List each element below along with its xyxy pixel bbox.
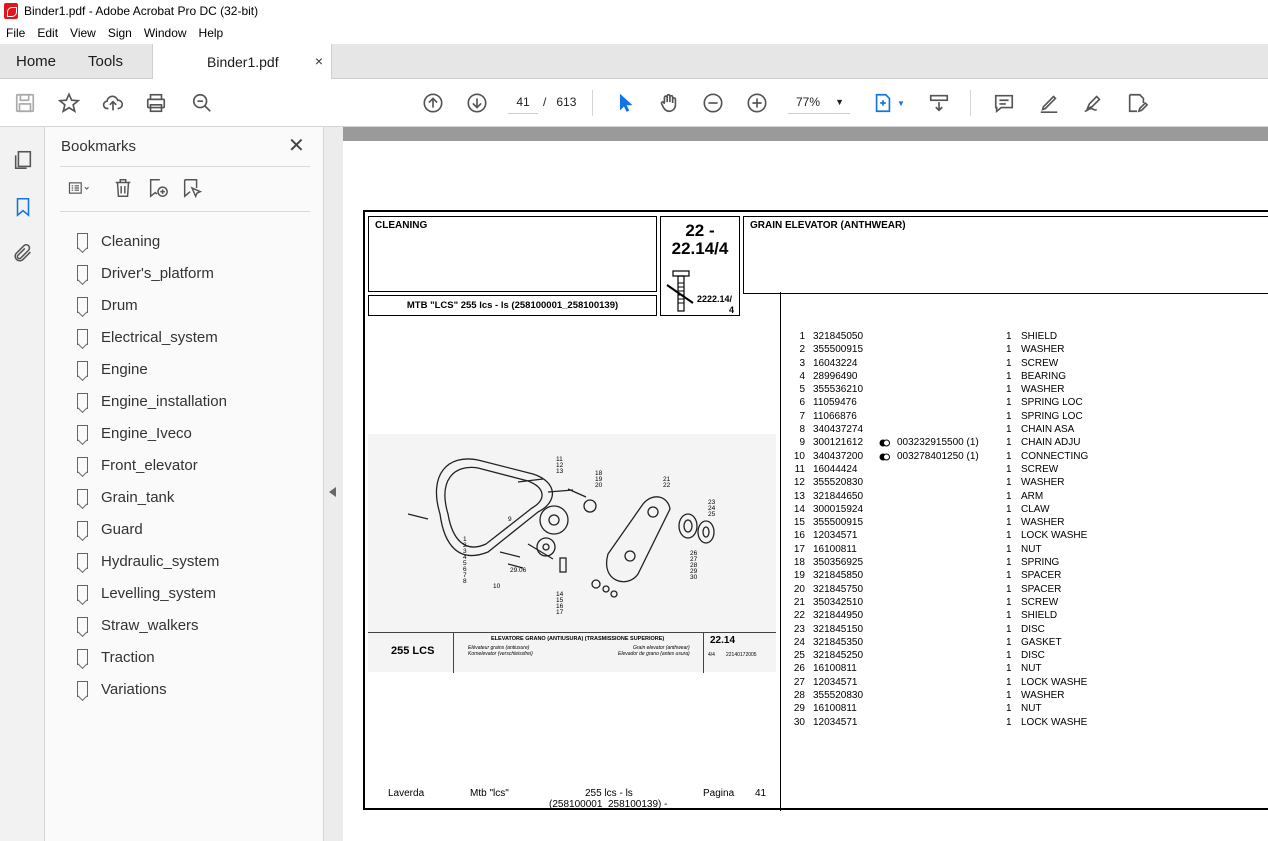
part-description: WASHER	[1021, 344, 1065, 356]
part-description: SHIELD	[1021, 610, 1058, 622]
callout: 27	[690, 556, 698, 563]
part-number: 12	[793, 477, 805, 489]
part-number: 20	[793, 583, 805, 595]
bookmark-label: Variations	[101, 680, 167, 698]
callout: 6	[463, 566, 467, 573]
callout: 4	[463, 554, 467, 561]
part-number: 29	[793, 703, 805, 715]
scroll-mode-icon[interactable]	[926, 90, 952, 116]
part-description: SCREW	[1021, 596, 1059, 608]
part-number: 21	[793, 596, 805, 608]
part-quantity: 1	[1006, 570, 1012, 582]
part-quantity: 1	[1006, 450, 1012, 462]
bookmark-label: Drum	[101, 296, 138, 314]
bookmark-icon	[77, 425, 88, 441]
select-cursor-icon[interactable]	[612, 90, 638, 116]
part-code: 355520830	[813, 477, 864, 489]
bookmark-item[interactable]	[77, 513, 227, 545]
bookmarks-panel-icon[interactable]	[10, 194, 36, 220]
part-code: 340437274	[813, 424, 864, 436]
drawing-caption-it: ELEVATORE GRANO (ANTIUSURA) (TRASMISSIONE SUPERIORE)	[491, 636, 665, 642]
page-gap	[343, 127, 1268, 141]
bookmark-icon	[77, 265, 88, 281]
bookmark-item[interactable]	[77, 609, 227, 641]
tab-tools[interactable]: Tools	[88, 53, 124, 70]
footer-model: 255 lcs - ls	[585, 788, 633, 799]
part-number: 30	[793, 716, 805, 728]
part-number: 15	[793, 517, 805, 529]
callout: 16	[556, 603, 564, 610]
drawing-number: 22140172005	[726, 652, 757, 658]
part-code: 355500915	[813, 344, 864, 356]
bookmarks-panel	[45, 127, 324, 841]
part-number: 6	[799, 397, 805, 409]
part-description: DISC	[1021, 623, 1045, 635]
part-quantity: 1	[1006, 650, 1012, 662]
part-code: 16044424	[813, 463, 858, 475]
edit-pdf-icon[interactable]	[1124, 90, 1150, 116]
bookmark-item[interactable]	[77, 321, 227, 353]
new-bookmark-icon[interactable]	[145, 175, 171, 201]
part-number: 5	[799, 384, 805, 396]
footer-pagina: Pagina	[703, 788, 735, 799]
part-number: 9	[799, 437, 805, 449]
part-number: 23	[793, 623, 805, 635]
tab-document[interactable]	[152, 44, 332, 80]
model-title: MTB "LCS" 255 lcs - ls (258100001_258100139)	[406, 300, 619, 311]
bookmark-item[interactable]	[77, 545, 227, 577]
callout: 7	[463, 572, 467, 579]
callout: 29	[690, 568, 698, 575]
part-number: 16	[793, 530, 805, 542]
bookmark-label: Engine_Iveco	[101, 424, 192, 442]
part-number: 19	[793, 570, 805, 582]
part-code: 355536210	[813, 384, 864, 396]
bookmark-label: Engine	[101, 360, 148, 378]
part-quantity: 1	[1006, 623, 1012, 635]
part-number: 25	[793, 650, 805, 662]
bookmark-item[interactable]	[77, 353, 227, 385]
zoom-out-icon[interactable]	[700, 90, 726, 116]
bookmark-item[interactable]	[77, 289, 227, 321]
part-quantity: 1	[1006, 410, 1012, 422]
page-total-count: 613	[556, 95, 577, 109]
part-number: 28	[793, 690, 805, 702]
part-quantity: 1	[1006, 424, 1012, 436]
part-description: DISC	[1021, 650, 1045, 662]
part-code: 12034571	[813, 530, 858, 542]
part-code: 355520830	[813, 690, 864, 702]
menu-view[interactable]: View	[70, 26, 96, 40]
part-code: 16100811	[813, 703, 857, 715]
bookmark-label: Traction	[101, 648, 155, 666]
callout: 18	[595, 470, 603, 477]
part-code: 11059476	[813, 397, 857, 409]
part-number: 8	[799, 424, 805, 436]
bookmark-label: Levelling_system	[101, 584, 217, 602]
part-quantity: 1	[1006, 663, 1012, 675]
bookmark-list	[77, 225, 227, 705]
window-title: Binder1.pdf - Adobe Acrobat Pro DC (32-bit)	[24, 4, 259, 18]
bookmarks-title: Bookmarks	[61, 138, 137, 155]
part-description: NUT	[1021, 543, 1042, 555]
bookmark-icon	[77, 457, 88, 473]
callout: 5	[463, 560, 467, 567]
part-code: 11066876	[813, 410, 857, 422]
page-separator: /	[543, 95, 547, 109]
part-code: 350342510	[813, 596, 864, 608]
acrobat-icon	[4, 3, 18, 19]
panel-collapse-handle[interactable]	[324, 127, 343, 841]
part-description: WASHER	[1021, 517, 1065, 529]
part-code: 355500915	[813, 517, 864, 529]
part-code: 16100811	[813, 543, 857, 555]
drawing-caption-de: Kornelevator (verschleissfrei)	[468, 651, 533, 657]
part-number: 24	[793, 636, 805, 648]
part-alt-code: 003232915500 (1)	[897, 437, 979, 449]
callout: 2	[463, 542, 467, 549]
bookmark-icon	[77, 649, 88, 665]
part-code: 300015924	[813, 503, 864, 515]
delete-bookmark-icon[interactable]	[110, 175, 136, 201]
part-number: 4	[799, 370, 805, 382]
part-code: 321844650	[813, 490, 864, 502]
part-alt-code: 003278401250 (1)	[897, 450, 979, 462]
part-number: 10	[793, 450, 805, 462]
code-line2: 22.14/4	[671, 239, 729, 258]
part-description: LOCK WASHE	[1021, 716, 1088, 728]
callout: 30	[690, 574, 698, 581]
bookmark-item[interactable]	[77, 673, 227, 705]
bookmark-label: Driver's_platform	[101, 264, 214, 282]
callout: 21	[663, 476, 671, 483]
part-code: 16043224	[813, 357, 858, 369]
bookmark-item[interactable]	[77, 257, 227, 289]
close-panel-icon[interactable]: ✕	[288, 135, 305, 157]
part-quantity: 1	[1006, 397, 1012, 409]
drawing-table-no: 22.14	[710, 635, 736, 646]
part-quantity: 1	[1006, 344, 1012, 356]
part-code: 28996490	[813, 370, 858, 382]
part-thumbnail-icon	[665, 269, 701, 313]
close-tab-icon[interactable]: ×	[314, 53, 323, 69]
bookmark-icon	[77, 361, 88, 377]
drawing-caption-fr: Elévateur grains (antiusure)	[468, 645, 530, 651]
comment-icon[interactable]	[991, 90, 1017, 116]
find-bookmark-icon[interactable]	[179, 175, 205, 201]
part-number: 22	[793, 610, 805, 622]
part-description: CLAW	[1021, 503, 1050, 515]
bookmark-icon	[77, 233, 88, 249]
part-description: ARM	[1021, 490, 1044, 502]
callout: 14	[556, 591, 564, 598]
callout: 10	[493, 583, 501, 590]
part-description: LOCK WASHE	[1021, 530, 1088, 542]
zoom-search-icon[interactable]	[189, 90, 215, 116]
part-description: CONNECTING	[1021, 450, 1089, 462]
title-bar	[0, 0, 1268, 22]
part-description: SCREW	[1021, 463, 1059, 475]
tab-document-label: Binder1.pdf	[207, 54, 279, 70]
tab-bar	[0, 44, 1268, 79]
bookmark-item[interactable]	[77, 481, 227, 513]
part-quantity: 1	[1006, 517, 1012, 529]
part-code: 321845150	[813, 623, 864, 635]
part-code: 16100811	[813, 663, 857, 675]
part-description: SPACER	[1021, 583, 1062, 595]
part-quantity: 1	[1006, 530, 1012, 542]
part-description: WASHER	[1021, 384, 1065, 396]
page-thumbnails-icon[interactable]	[10, 147, 36, 173]
part-quantity: 1	[1006, 490, 1012, 502]
attachments-icon[interactable]	[10, 240, 36, 266]
bookmark-icon	[77, 617, 88, 633]
bookmark-label: Grain_tank	[101, 488, 175, 506]
part-number: 27	[793, 676, 805, 688]
part-description: SPRING LOC	[1021, 397, 1083, 409]
bookmark-item[interactable]	[77, 417, 227, 449]
menu-help[interactable]: Help	[198, 26, 224, 40]
bookmark-icon	[77, 585, 88, 601]
part-quantity: 1	[1006, 557, 1012, 569]
part-quantity: 1	[1006, 596, 1012, 608]
bookmark-icon	[77, 297, 88, 313]
exploded-drawing	[368, 434, 776, 672]
part-quantity: 1	[1006, 703, 1012, 715]
zoom-level-select[interactable]	[788, 90, 850, 114]
part-description: LOCK WASHE	[1021, 676, 1088, 688]
callout: 13	[556, 468, 564, 475]
previous-page-icon[interactable]	[420, 90, 446, 116]
drawing-illustration	[368, 434, 776, 629]
bookmark-label: Straw_walkers	[101, 616, 199, 634]
part-number: 11	[794, 463, 805, 475]
part-number: 3	[799, 357, 805, 369]
group-title: GRAIN ELEVATOR (ANTHWEAR)	[750, 220, 906, 231]
collapse-arrow-icon	[329, 487, 336, 497]
part-description: WASHER	[1021, 690, 1065, 702]
part-code: 340437200	[813, 450, 864, 462]
bookmark-item[interactable]	[77, 385, 227, 417]
part-quantity: 1	[1006, 610, 1012, 622]
callout: 22	[663, 482, 671, 489]
callout: 28	[690, 562, 698, 569]
part-code: 12034571	[813, 716, 858, 728]
part-quantity: 1	[1006, 583, 1012, 595]
part-number: 7	[799, 410, 805, 422]
next-page-icon[interactable]	[464, 90, 490, 116]
part-description: NUT	[1021, 703, 1042, 715]
callout: 3	[463, 548, 467, 555]
section-title: CLEANING	[375, 220, 428, 231]
pdf-page	[343, 141, 1268, 841]
part-code: 321845050	[813, 331, 864, 342]
footer-page-number: 41	[755, 788, 767, 799]
star-icon[interactable]	[56, 90, 82, 116]
callout: 29.06	[510, 567, 527, 574]
bookmark-icon	[77, 553, 88, 569]
hand-tool-icon[interactable]	[656, 90, 682, 116]
callout: 19	[595, 476, 603, 483]
footer-range: (258100001_258100139) -	[549, 799, 668, 810]
part-number: 18	[793, 557, 805, 569]
drawing-model: 255 LCS	[391, 645, 435, 657]
part-description: CHAIN ASA	[1021, 424, 1075, 436]
part-code: 321845250	[813, 650, 864, 662]
part-number: 17	[793, 543, 805, 555]
part-quantity: 1	[1006, 331, 1012, 342]
part-code: 321845350	[813, 636, 864, 648]
variant-marker-icon	[879, 452, 890, 460]
tab-home[interactable]: Home	[16, 53, 57, 70]
bookmark-item[interactable]	[77, 641, 227, 673]
part-description: SPRING	[1021, 557, 1060, 569]
thumb-code2: 4	[729, 305, 735, 315]
part-description: SHIELD	[1021, 331, 1058, 342]
part-quantity: 1	[1006, 636, 1012, 648]
code-box	[660, 216, 740, 316]
part-description: WASHER	[1021, 477, 1065, 489]
callout: 8	[463, 578, 467, 585]
part-description: NUT	[1021, 663, 1042, 675]
drawing-caption-en: Grain elevator (anthwear)	[633, 645, 690, 651]
part-number: 1	[799, 331, 805, 342]
callout: 25	[708, 511, 716, 518]
part-number: 26	[793, 663, 805, 675]
part-quantity: 1	[1006, 463, 1012, 475]
part-description: SCREW	[1021, 357, 1059, 369]
model-box	[368, 295, 657, 316]
callout: 12	[556, 462, 564, 469]
part-description: GASKET	[1021, 636, 1062, 648]
code-line1: 22 -	[685, 221, 715, 240]
part-code: 321844950	[813, 610, 864, 622]
bookmark-label: Hydraulic_system	[101, 552, 220, 570]
bookmark-options-menu-icon[interactable]	[61, 175, 97, 201]
section-box	[368, 216, 657, 292]
chevron-down-icon: ▼	[835, 97, 844, 107]
part-quantity: 1	[1006, 370, 1012, 382]
part-quantity: 1	[1006, 437, 1012, 449]
bookmark-icon	[77, 489, 88, 505]
part-code: 350356925	[813, 557, 864, 569]
bookmark-label: Guard	[101, 520, 143, 538]
upload-cloud-icon[interactable]	[100, 90, 126, 116]
bookmark-icon	[77, 681, 88, 697]
bookmark-icon	[77, 521, 88, 537]
part-quantity: 1	[1006, 676, 1012, 688]
part-description: BEARING	[1021, 370, 1067, 382]
part-number: 13	[793, 490, 805, 502]
bookmark-item[interactable]	[77, 577, 227, 609]
menu-sign[interactable]: Sign	[107, 26, 132, 40]
part-code: 300121612	[813, 437, 864, 449]
callout: 11	[556, 456, 563, 463]
save-icon[interactable]	[12, 90, 38, 116]
highlight-pen-icon[interactable]	[1036, 90, 1062, 116]
menu-file[interactable]: File	[6, 26, 26, 40]
bookmark-icon	[77, 329, 88, 345]
part-quantity: 1	[1006, 690, 1012, 702]
menu-window[interactable]: Window	[143, 26, 187, 40]
footer-brand: Laverda	[388, 788, 425, 799]
fit-page-icon[interactable]	[870, 90, 896, 116]
callout: 23	[708, 499, 716, 506]
thumb-code1: 2222.14/	[697, 294, 733, 304]
bookmark-label: Cleaning	[101, 232, 161, 250]
callout: 1	[463, 536, 467, 543]
bookmark-item[interactable]	[77, 225, 227, 257]
part-code: 12034571	[813, 676, 858, 688]
part-description: SPACER	[1021, 570, 1062, 582]
part-quantity: 1	[1006, 716, 1012, 728]
part-description: SPRING LOC	[1021, 410, 1083, 422]
bookmark-label: Engine_installation	[101, 392, 227, 410]
zoom-in-icon[interactable]	[744, 90, 770, 116]
callout: 20	[595, 482, 603, 489]
part-number: 2	[799, 344, 805, 356]
part-quantity: 1	[1006, 543, 1012, 555]
divider-line	[780, 292, 781, 811]
callout: 24	[708, 505, 716, 512]
left-navigation-rail	[0, 127, 45, 841]
group-box	[743, 216, 1268, 294]
drawing-sheet: 4/4	[708, 652, 715, 658]
print-icon[interactable]	[143, 90, 169, 116]
part-quantity: 1	[1006, 384, 1012, 396]
bookmark-icon	[77, 393, 88, 409]
callout: 9	[508, 516, 512, 523]
page-number-input[interactable]: 41	[508, 90, 538, 114]
menu-bar	[0, 22, 1268, 44]
menu-edit[interactable]: Edit	[37, 26, 59, 40]
sign-pen-icon[interactable]	[1080, 90, 1106, 116]
drawing-title-block	[368, 632, 776, 672]
callout: 26	[690, 550, 698, 557]
variant-marker-icon	[879, 438, 890, 446]
part-quantity: 1	[1006, 357, 1012, 369]
callout: 15	[556, 597, 564, 604]
bookmark-item[interactable]	[77, 449, 227, 481]
part-code: 321845850	[813, 570, 864, 582]
callout: 17	[556, 609, 564, 616]
fit-page-chevron-icon[interactable]: ▼	[897, 99, 905, 108]
part-number: 14	[793, 503, 805, 515]
part-quantity: 1	[1006, 477, 1012, 489]
bookmark-label: Electrical_system	[101, 328, 218, 346]
part-quantity: 1	[1006, 503, 1012, 515]
document-viewer[interactable]	[343, 127, 1268, 841]
footer-mtb: Mtb "lcs"	[470, 788, 509, 799]
part-description: CHAIN ADJU	[1021, 437, 1081, 449]
page-total	[543, 90, 576, 114]
zoom-value: 77%	[796, 95, 821, 109]
drawing-caption-es: Elevador de grano (antes usura)	[618, 651, 690, 657]
part-code: 321845750	[813, 583, 864, 595]
bookmark-label: Front_elevator	[101, 456, 198, 474]
